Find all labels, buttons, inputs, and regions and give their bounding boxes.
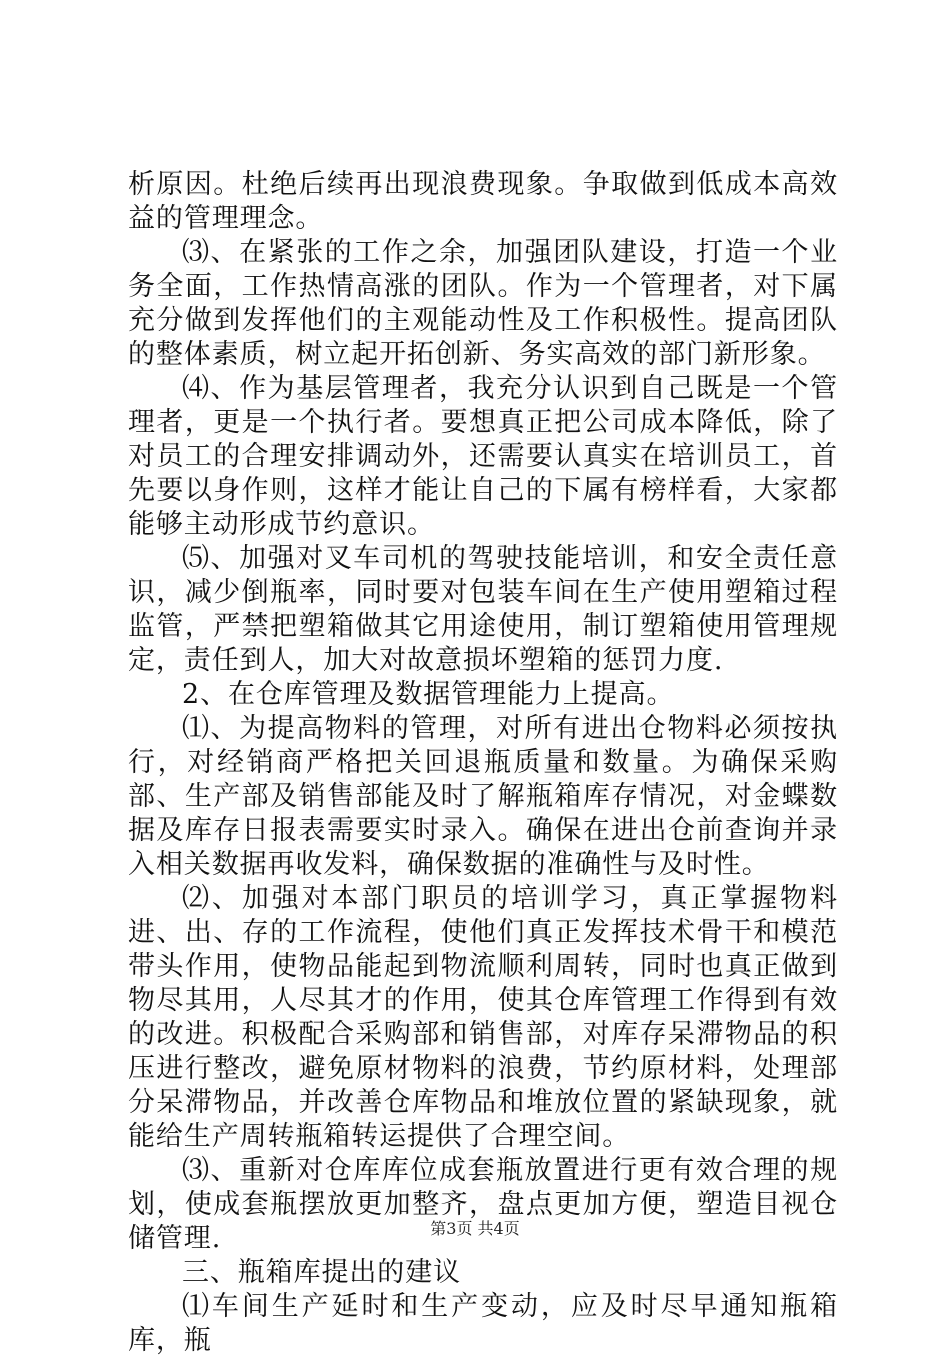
section-heading-2: 2、在仓库管理及数据管理能力上提高。 [182,679,675,710]
document-body [128,168,838,1358]
page-number: 第3页 共4页 [430,1219,520,1238]
paragraph-item-3: ⑶、在紧张的工作之余，加强团队建设，打造一个业务全面，工作热情高涨的团队。作为一个管理者，对下属充分做到发挥他们的主观能动性及工作积极性。提高团队的整体素质，树立起开拓创新、务实高效的部门新形象。 [128,237,838,370]
paragraph-sub-item-2: ⑵、加强对本部门职员的培训学习，真正掌握物料进、出、存的工作流程，使他们真正发挥技术骨干和模范带头作用，使物品能起到物流顺利周转，同时也真正做到物尽其用，人尽其才的作用，使其仓库管理工作得到有效的改进。积极配合采购部和销售部，对库存呆滞物品的积压进行整改，避免原材物料的浪费，节约原材料，处理部分呆滞物品，并改善仓库物品和堆放位置的紧缺现象，就能给生产周转瓶箱转运提供了合理空间。 [128,883,838,1152]
page-footer [0,1216,950,1239]
paragraph-continuation: 析原因。杜绝后续再出现浪费现象。争取做到低成本高效益的管理理念。 [128,169,838,234]
paragraph-sub-item-3: ⑶、重新对仓库库位成套瓶放置进行更有效合理的规划，使成套瓶摆放更加整齐，盘点更加方便，塑造目视仓储管理. [128,1155,838,1254]
paragraph-suggestion-1: ⑴车间生产延时和生产变动，应及时尽早通知瓶箱库，瓶 [128,1291,838,1356]
paragraph-sub-item-1: ⑴、为提高物料的管理，对所有进出仓物料必须按执行，对经销商严格把关回退瓶质量和数量。为确保采购部、生产部及销售部能及时了解瓶箱库存情况，对金蝶数据及库存日报表需要实时录入。确保在进出仓前查询并录入相关数据再收发料，确保数据的准确性与及时性。 [128,713,838,880]
paragraph-item-5: ⑸、加强对叉车司机的驾驶技能培训，和安全责任意识，减少倒瓶率，同时要对包装车间在生产使用塑箱过程监管，严禁把塑箱做其它用途使用，制订塑箱使用管理规定，责任到人，加大对故意损坏塑箱的惩罚力度. [128,543,838,676]
paragraph-item-4: ⑷、作为基层管理者，我充分认识到自己既是一个管理者，更是一个执行者。要想真正把公司成本降低，除了对员工的合理安排调动外，还需要认真实在培训员工，首先要以身作则，这样才能让自己的下属有榜样看，大家都能够主动形成节约意识。 [128,373,838,540]
section-heading-3: 三、瓶箱库提出的建议 [182,1257,461,1288]
